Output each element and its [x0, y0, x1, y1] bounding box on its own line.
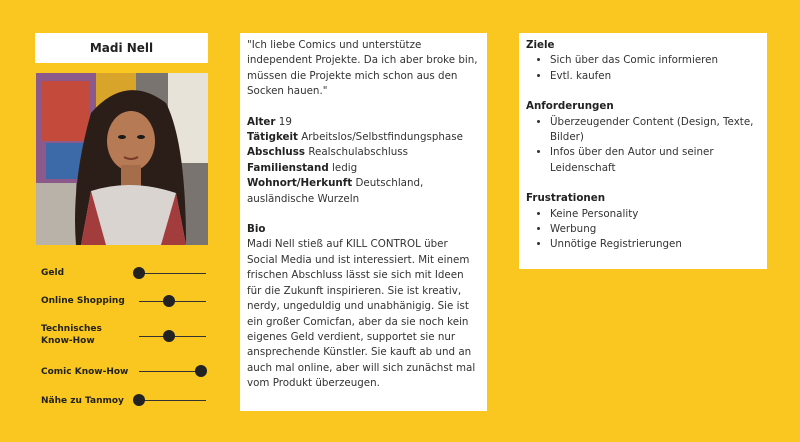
list-frustrationen: [526, 207, 760, 253]
scale-label: Nähe zu Tanmoy: [41, 396, 124, 406]
persona-photo: [36, 73, 208, 245]
list-item: • Unnötige Registrierungen: [550, 237, 760, 252]
list-item: • Infos über den Autor und seiner Leidenschaft: [550, 145, 760, 176]
scale-row-online-shopping: [41, 290, 211, 318]
section-title-anforderungen: Anforderungen: [526, 100, 614, 113]
scale-label: Technisches Know-How: [41, 324, 102, 346]
bio-text: Madi Nell stieß auf KILL CONTROL über Social Media und ist interessiert. Mit einem frischen Abschluss lässt sie sich mit Ideen für die Zukunft inspirieren. Sie ist kreativ, nerdy, ungeduldig und unabhänigig. Sie ist ein großer Comicfan, aber da sie noch kein eigenes Geld verdient, supportet sie nur ansprechende Künstler. Sie kauft ab und an auch mal online, aber will sich zunächst mal vom Produkt überzeugen.: [247, 238, 476, 390]
persona-quote: "Ich liebe Comics und unterstütze independent Projekte. Da ich aber broke bin, müssen die Projekte mich schon aus den Socken hauen.": [247, 39, 478, 98]
fact-value: Arbeitslos/Selbstfindungsphase: [301, 131, 463, 144]
fact-alter: [247, 115, 480, 130]
fact-value: 19: [278, 115, 292, 128]
list-item: • Überzeugender Content (Design, Texte, Bilder): [550, 115, 760, 146]
fact-value: ledig: [332, 161, 358, 174]
scale-row-comic-know-how: [41, 363, 211, 391]
scale-knob[interactable]: [133, 267, 145, 279]
scale-knob[interactable]: [133, 394, 145, 406]
fact-key: Abschluss: [247, 146, 306, 159]
fact-value: Realschulabschluss: [308, 146, 408, 159]
list-item: • Keine Personality: [550, 207, 760, 222]
scale-track: [139, 400, 206, 401]
persona-profile-card: [240, 33, 487, 411]
scale-row-geld: [41, 262, 211, 290]
portrait-image: [36, 73, 208, 245]
scale-track: [139, 371, 206, 372]
fact-key: Tätigkeit: [247, 131, 298, 144]
fact-abschluss: [247, 145, 480, 160]
list-item: • Evtl. kaufen: [550, 69, 760, 84]
section-title-frustrationen: Frustrationen: [526, 192, 606, 205]
scale-track: [139, 273, 206, 274]
section-title-ziele: Ziele: [526, 39, 555, 51]
list-item: • Werbung: [550, 222, 760, 237]
scale-row-technisches-know-how: [41, 320, 211, 348]
list-ziele: [526, 53, 760, 84]
fact-wohnort: [247, 176, 480, 207]
scale-label: Comic Know-How: [41, 367, 129, 377]
fact-value: Deutschland, ausländische Wurzeln: [247, 177, 424, 205]
bio-title: Bio: [247, 223, 266, 236]
scale-knob[interactable]: [163, 295, 175, 307]
scale-knob[interactable]: [195, 365, 207, 377]
fact-key: Familienstand: [247, 161, 329, 174]
scale-knob[interactable]: [163, 330, 175, 342]
persona-goals-card: [519, 33, 767, 269]
fact-key: Alter: [247, 115, 276, 128]
scale-row-naehe-zu-tanmoy: [41, 392, 211, 420]
fact-taetigkeit: [247, 130, 480, 145]
scale-label: Online Shopping: [41, 296, 125, 306]
scale-label: Geld: [41, 268, 65, 278]
fact-key: Wohnort/Herkunft: [247, 177, 353, 190]
persona-name: Madi Nell: [89, 41, 154, 55]
fact-familienstand: [247, 161, 480, 176]
list-item: • Sich über das Comic informieren: [550, 53, 760, 68]
list-anforderungen: [526, 115, 760, 177]
persona-name-card: [35, 33, 208, 63]
scale-track: [139, 301, 206, 302]
scale-track: [139, 336, 206, 337]
